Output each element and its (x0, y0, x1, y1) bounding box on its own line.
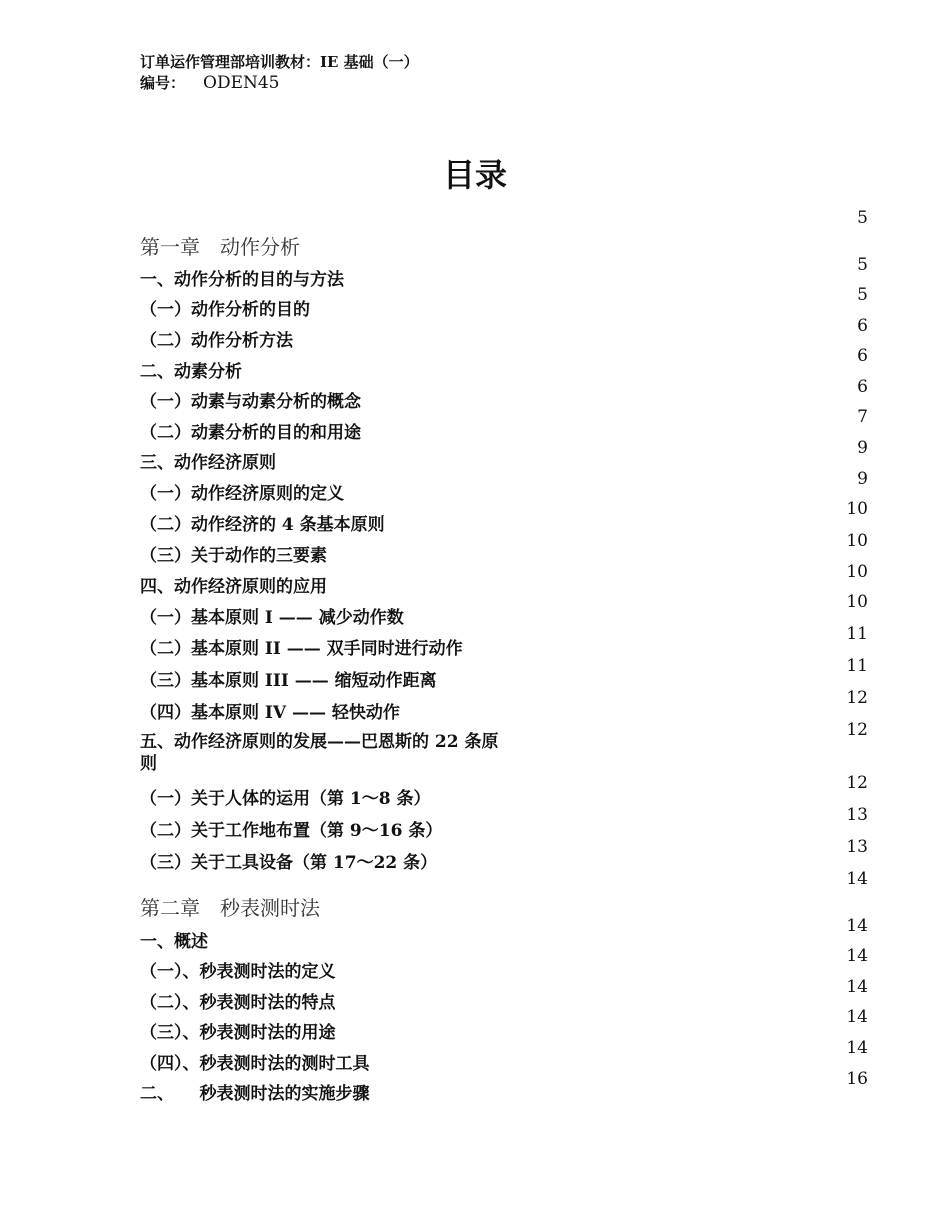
page-number: 10 (846, 531, 868, 551)
chapter-2-title: 第二章 秒表测时法 (140, 896, 320, 920)
toc-entry: （二）关于工作地布置（第 9～16 条） (140, 821, 443, 841)
page-number: 6 (857, 346, 868, 366)
toc-entry: （一）动素与动素分析的概念 (140, 392, 361, 412)
toc-entry: （二）动作经济的 4 条基本原则 (140, 515, 385, 535)
toc-entry: （二）动素分析的目的和用途 (140, 423, 361, 443)
toc-entry: （三）关于动作的三要素 (140, 546, 327, 566)
page-number: 14 (846, 977, 868, 997)
page-number: 14 (846, 946, 868, 966)
page-number: 12 (846, 720, 868, 740)
page-number: 5 (857, 208, 868, 228)
toc-entry: 三、动作经济原则 (140, 453, 276, 473)
page-number: 10 (846, 499, 868, 519)
code-value: ODEN45 (203, 73, 280, 93)
code-label: 编号： (140, 74, 186, 92)
page-number: 14 (846, 869, 868, 889)
toc-entry: （一）动作经济原则的定义 (140, 484, 344, 504)
page-number: 9 (857, 469, 868, 489)
chapter-1-title: 第一章 动作分析 (140, 235, 300, 259)
toc-entry: （四）基本原则 IV —— 轻快动作 (140, 703, 400, 723)
page-number: 13 (846, 805, 868, 825)
page-number: 16 (846, 1069, 868, 1089)
page-number: 7 (857, 407, 868, 427)
toc-entry: （一）基本原则 I —— 减少动作数 (140, 608, 404, 628)
page-number: 11 (846, 656, 868, 676)
page-number: 13 (846, 837, 868, 857)
toc-entry: 五、动作经济原则的发展——巴恩斯的 22 条原则 (140, 732, 499, 774)
page-number: 5 (857, 285, 868, 305)
page-number: 11 (846, 624, 868, 644)
toc-entry: 四、动作经济原则的应用 (140, 577, 327, 597)
page-number: 10 (846, 562, 868, 582)
page-number: 14 (846, 1007, 868, 1027)
page-number: 12 (846, 688, 868, 708)
toc-entry: 一、动作分析的目的与方法 (140, 270, 344, 290)
toc-entry: （一）关于人体的运用（第 1～8 条） (140, 789, 431, 809)
header-code (140, 72, 280, 93)
toc-entry: （四）、秒表测时法的测时工具 (140, 1054, 370, 1074)
page-number: 6 (857, 316, 868, 336)
toc-entry: （一）动作分析的目的 (140, 300, 310, 320)
toc-entry: （三）基本原则 III —— 缩短动作距离 (140, 671, 437, 691)
toc-entry: 二、动素分析 (140, 362, 242, 382)
toc-entry: （一）、秒表测时法的定义 (140, 962, 336, 982)
toc-entry: （三）、秒表测时法的用途 (140, 1023, 336, 1043)
page-number: 9 (857, 438, 868, 458)
page-number: 14 (846, 916, 868, 936)
page-number: 10 (846, 592, 868, 612)
page-number: 12 (846, 773, 868, 793)
toc-entry: （二）基本原则 II —— 双手同时进行动作 (140, 639, 463, 659)
toc-entry: 一、概述 (140, 932, 208, 952)
toc-entry: （二）动作分析方法 (140, 331, 293, 351)
toc-entry: （二）、秒表测时法的特点 (140, 993, 336, 1013)
toc-title: 目录 (442, 156, 507, 194)
header-title: 订单运作管理部培训教材：IE 基础（一） (140, 53, 419, 71)
page-number: 5 (857, 255, 868, 275)
toc-entry: 二、 秒表测时法的实施步骤 (140, 1084, 370, 1104)
page-number: 6 (857, 377, 868, 397)
toc-entry: （三）关于工具设备（第 17～22 条） (140, 853, 438, 873)
page-number: 14 (846, 1038, 868, 1058)
